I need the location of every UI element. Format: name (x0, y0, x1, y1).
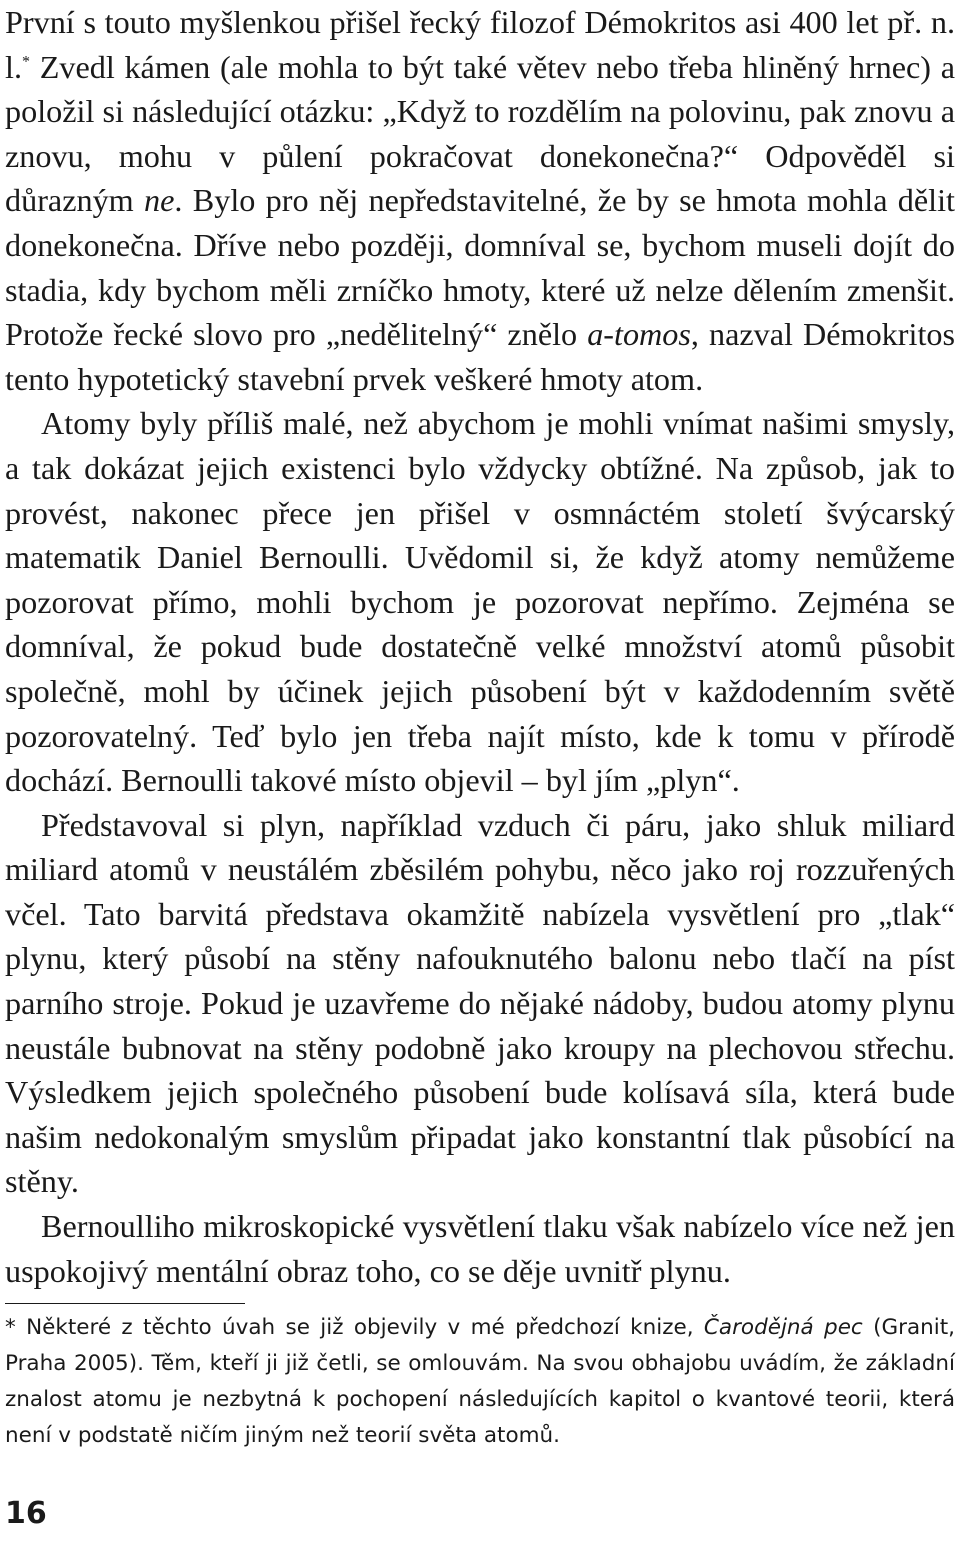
main-text (5, 0, 955, 1293)
footnote-book-title: Čarodějná pec (703, 1315, 863, 1341)
footnote-text-cont: (Granit, Praha 2005). Těm, kteří ji již četli, se omlouvám. Na svou obhajobu uvádím, že základní znalost atomu je nezbytná k pochopení následujících kapitol o kvantové teorii, která není v podstatě ničím jiným než teorií světa atomů. (5, 1315, 956, 1449)
paragraph-1-text-cont: . Bylo pro něj nepředstavitelné, že by se hmota mohla dělit donekonečna. Dříve nebo později, domníval se, bychom museli dojít do stadia, kdy bychom měli zrníčko hmoty, které už nelze dělením zmenšit. Protože řecké slovo pro „nedělitelný“ znělo (5, 182, 955, 353)
footnote-text: * Některé z těchto úvah se již objevily v mé předchozí knize, (5, 1315, 704, 1341)
emphasis-a-tomos: a-tomos (587, 316, 691, 353)
paragraph-1-text-end: , nazval Démokritos tento hypotetický stavební prvek veškeré hmoty atom. (5, 316, 956, 397)
paragraph-2: Atomy byly příliš malé, než abychom je mohli vnímat našimi smysly, a tak dokázat jejich existenci bylo vždycky obtížné. Na způsob, jak to provést, nakonec přece jen přišel v osmnáctém století švýcarský matematik Daniel Bernoulli. Uvědomil si, že když atomy nemůžeme pozorovat přímo, mohli bychom je pozorovat nepřímo. Zejména se domníval, že pokud bude dostatečně velké množství atomů působit společně, mohl by účinek jejich působení být v každodenním světě pozorovatelný. Teď bylo jen třeba najít místo, kde k tomu v přírodě dochází. Bernoulli takové místo objevil – byl jím „plyn“. (5, 405, 955, 799)
paragraph-1-text: Zvedl kámen (ale mohla to být také větev nebo třeba hliněný hrnec) a položil si následující otázku: „Když to rozdělím na polovinu, pak znovu a znovu, mohu v půlení pokračovat donekonečna?“ Odpověděl si důrazným (5, 48, 955, 219)
paragraph-1 (5, 0, 955, 401)
paragraph-3: Představoval si plyn, například vzduch či páru, jako shluk miliard miliard atomů v neustálém zběsilém pohybu, něco jako roj rozzuřených včel. Tato barvitá představa okamžitě nabízela vysvětlení pro „tlak“ plynu, který působí na stěny nafouknutého balonu nebo tlačí na píst parního stroje. Pokud je uzavřeme do nějaké nádoby, budou atomy plynu neustále bubnovat na stěny podobně jako kroupy na plechovou střechu. Výsledkem jejich společného působení bude kolísavá síla, která bude našim nedokonalým smyslům připadat jako konstantní tlak působící na stěny. (5, 806, 955, 1200)
footnote (5, 1310, 955, 1454)
footnote-divider (5, 1303, 245, 1304)
emphasis-ne: ne (144, 182, 175, 219)
paragraph-1-opening: První s touto myšlenkou přišel řecký filozof Démokritos asi 400 let př. n. l. (5, 4, 955, 85)
paragraph-4: Bernoulliho mikroskopické vysvětlení tlaku však nabízelo více než jen uspokojivý mentální obraz toho, co se děje uvnitř plynu. (5, 1208, 955, 1289)
page-content (5, 0, 955, 1454)
footnote-reference: * (22, 52, 30, 70)
page-number: 16 (5, 1496, 47, 1531)
